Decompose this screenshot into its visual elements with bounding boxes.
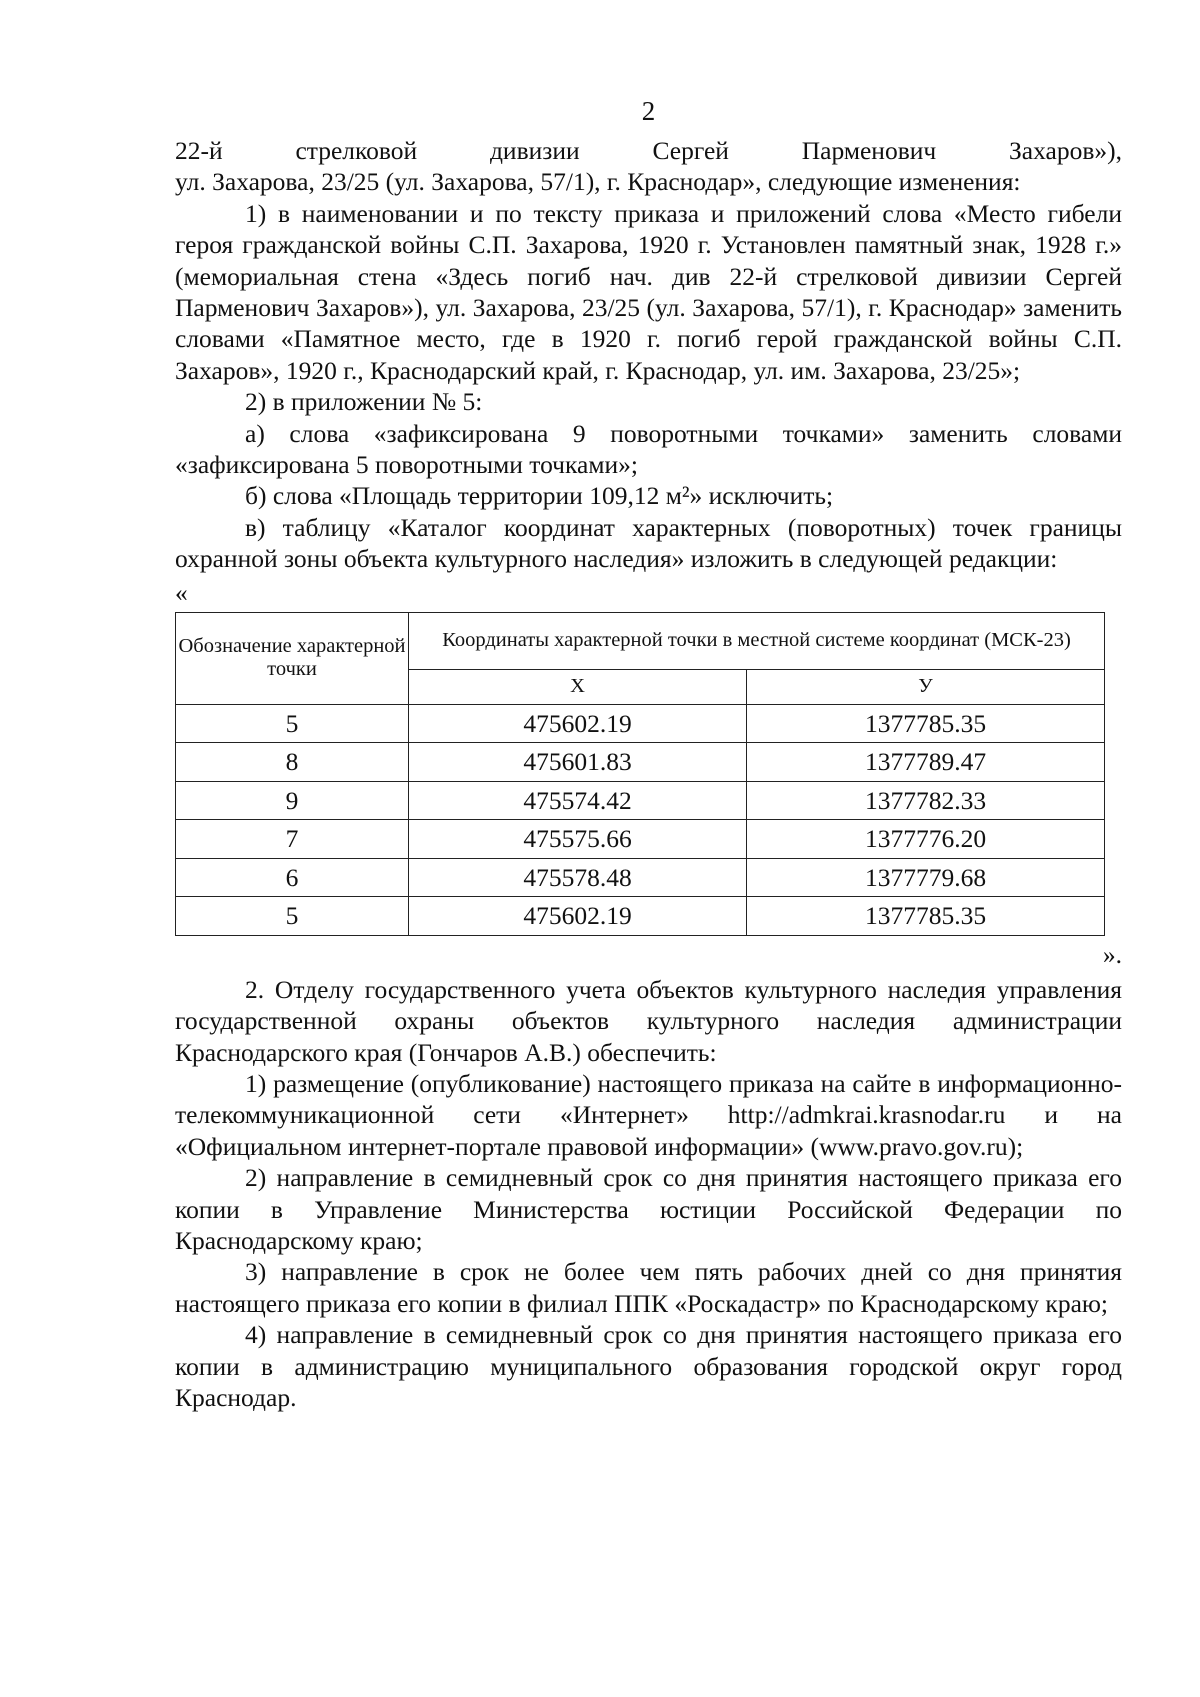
- cell-y: 1377782.33: [747, 781, 1105, 820]
- table-row: [176, 743, 1105, 782]
- table-quote-close: ».: [1102, 939, 1122, 969]
- cell-x: 475601.83: [409, 743, 747, 782]
- intro-word: Сергей: [652, 136, 729, 165]
- table-quote-open: «: [175, 577, 188, 607]
- item-1-paragraph: 1) в наименовании и по тексту приказа и приложений слова «Место гибели героя гражданской войны С.П. Захарова, 1920 г. Установлен памятный знак, 1928 г.» (мемориальная стена «Здесь погиб нач. див 22-й стрелковой дивизии Сергей Парменович Захаров»), ул. Захарова, 23/25 (ул. Захарова, 57/1), г. Краснодар» заменить словами «Памятное место, где в 1920 г. погиб герой гражданской войны С.П. Захаров», 1920 г., Краснодарский край, г. Краснодар, ул. им. Захарова, 23/25»;: [175, 198, 1122, 385]
- table-row: [176, 897, 1105, 936]
- section-2-item-2: 2) направление в семидневный срок со дня принятия настоящего приказа его копии в Управление Министерства юстиции Российской Федерации по Краснодарскому краю;: [175, 1163, 1122, 1255]
- cell-y: 1377776.20: [747, 820, 1105, 859]
- cell-x: 475602.19: [409, 704, 747, 743]
- intro-word: дивизии: [489, 136, 580, 165]
- cell-x: 475574.42: [409, 781, 747, 820]
- cell-y: 1377785.35: [747, 704, 1105, 743]
- intro-line-2: ул. Захарова, 23/25 (ул. Захарова, 57/1), г. Краснодар», следующие изменения:: [175, 167, 1021, 197]
- table-row: [176, 858, 1105, 897]
- header-point-designation: Обозначение характерной точки: [176, 612, 409, 704]
- cell-point: 5: [176, 897, 409, 936]
- item-2c-paragraph: в) таблицу «Каталог координат характерных (поворотных) точек границы охранной зоны объекта культурного наследия» изложить в следующей редакции:: [175, 512, 1122, 574]
- cell-y: 1377789.47: [747, 743, 1105, 782]
- cell-point: 7: [176, 820, 409, 859]
- intro-word: Парменович: [801, 136, 937, 165]
- table-row: [176, 704, 1105, 743]
- cell-y: 1377785.35: [747, 897, 1105, 936]
- coordinates-table: [175, 612, 1105, 936]
- cell-x: 475602.19: [409, 897, 747, 936]
- intro-line-1: [175, 135, 1122, 166]
- section-2-item-1: 1) размещение (опубликование) настоящего приказа на сайте в информационно-телекоммуникационной сети «Интернет» http://admkrai.krasnodar.ru и на «Официальном интернет-портале правовой информации» (www.pravo.gov.ru);: [175, 1068, 1122, 1161]
- section-2-item-4: 4) направление в семидневный срок со дня принятия настоящего приказа его копии в администрацию муниципального образования городской округ город Краснодар.: [175, 1320, 1122, 1412]
- intro-word: Захаров»),: [1009, 136, 1123, 165]
- cell-point: 6: [176, 858, 409, 897]
- item-2a-paragraph: а) слова «зафиксирована 9 поворотными точками» заменить словами «зафиксирована 5 поворотными точками»;: [175, 418, 1122, 480]
- section-2-intro: 2. Отделу государственного учета объектов культурного наследия управления государственной охраны объектов культурного наследия администрации Краснодарского края (Гончаров А.В.) обеспечить:: [175, 974, 1122, 1067]
- cell-point: 9: [176, 781, 409, 820]
- document-page: [175, 96, 1122, 1413]
- page-number: 2: [641, 96, 656, 126]
- section-2-item-3: 3) направление в срок не более чем пять рабочих дней со дня принятия настоящего приказа его копии в филиал ППК «Роскадастр» по Краснодарскому краю;: [175, 1257, 1122, 1318]
- cell-y: 1377779.68: [747, 858, 1105, 897]
- intro-word: 22-й: [175, 136, 223, 165]
- header-y: У: [747, 669, 1105, 704]
- intro-word: стрелковой: [295, 136, 418, 165]
- table-row: [176, 820, 1105, 859]
- header-coordinates: Координаты характерной точки в местной системе координат (МСК-23): [409, 612, 1105, 669]
- header-x: X: [409, 669, 747, 704]
- cell-x: 475578.48: [409, 858, 747, 897]
- item-2-paragraph: 2) в приложении № 5:: [245, 387, 483, 417]
- table-row: [176, 781, 1105, 820]
- cell-point: 8: [176, 743, 409, 782]
- cell-x: 475575.66: [409, 820, 747, 859]
- item-2b-paragraph: б) слова «Площадь территории 109,12 м²» исключить;: [245, 481, 834, 511]
- cell-point: 5: [176, 704, 409, 743]
